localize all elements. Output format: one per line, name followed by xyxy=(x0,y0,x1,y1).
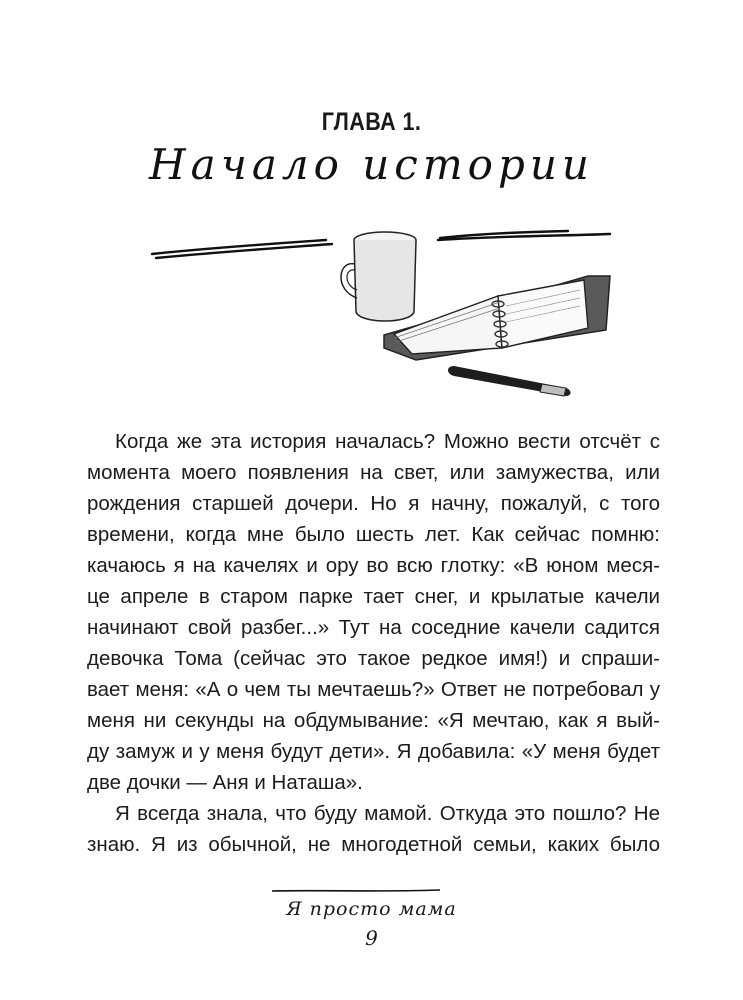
text-line: момента моего появления на свет, или замужества, или xyxy=(87,461,660,484)
text-line: девочка Тома (сейчас это такое редкое имя!) и спраши- xyxy=(87,647,660,670)
text-line: начинают свой разбег...» Тут на соседние качели садится xyxy=(87,616,660,639)
text-line: Когда же эта история началась? Можно вести отсчёт с xyxy=(115,430,660,453)
text-line: времени, когда мне было шесть лет. Как сейчас помню: xyxy=(87,523,660,546)
text-line: Я всегда знала, что буду мамой. Откуда это пошло? Не xyxy=(115,802,660,825)
text-line: две дочки — Аня и Наташа». xyxy=(87,771,363,794)
mug-planner-pen-illustration xyxy=(148,220,618,400)
text-line: ду замуж и у меня будут дети». Я добавила: «У меня будет xyxy=(87,740,660,763)
planner-icon xyxy=(384,276,610,360)
text-line: це апреле в старом парке тает снег, и крылатые качели xyxy=(87,585,660,608)
chapter-title: Начало истории xyxy=(149,140,594,189)
sketch-line-right xyxy=(438,231,610,240)
running-footer-title: Я просто мама xyxy=(286,898,457,920)
page-number: 9 xyxy=(365,926,378,950)
text-line: вает меня: «А о чем ты мечтаешь?» Ответ не потребовал у xyxy=(87,678,660,701)
text-line: меня ни секунды на обдумывание: «Я мечтаю, как я вый- xyxy=(87,709,660,732)
text-line: знаю. Я из обычной, не многодетной семьи, каких было xyxy=(87,833,660,856)
mug-icon xyxy=(341,232,416,321)
footer-divider xyxy=(270,888,442,894)
text-line: качаюсь я на качелях и ору во всю глотку: «В юном меся- xyxy=(87,554,660,577)
chapter-label: ГЛАВА 1. xyxy=(321,108,422,136)
sketch-line-left xyxy=(152,240,332,258)
text-line: рождения старшей дочери. Но я начну, пожалуй, с того xyxy=(87,492,660,515)
pen-icon xyxy=(448,366,571,396)
body-text xyxy=(87,426,660,860)
